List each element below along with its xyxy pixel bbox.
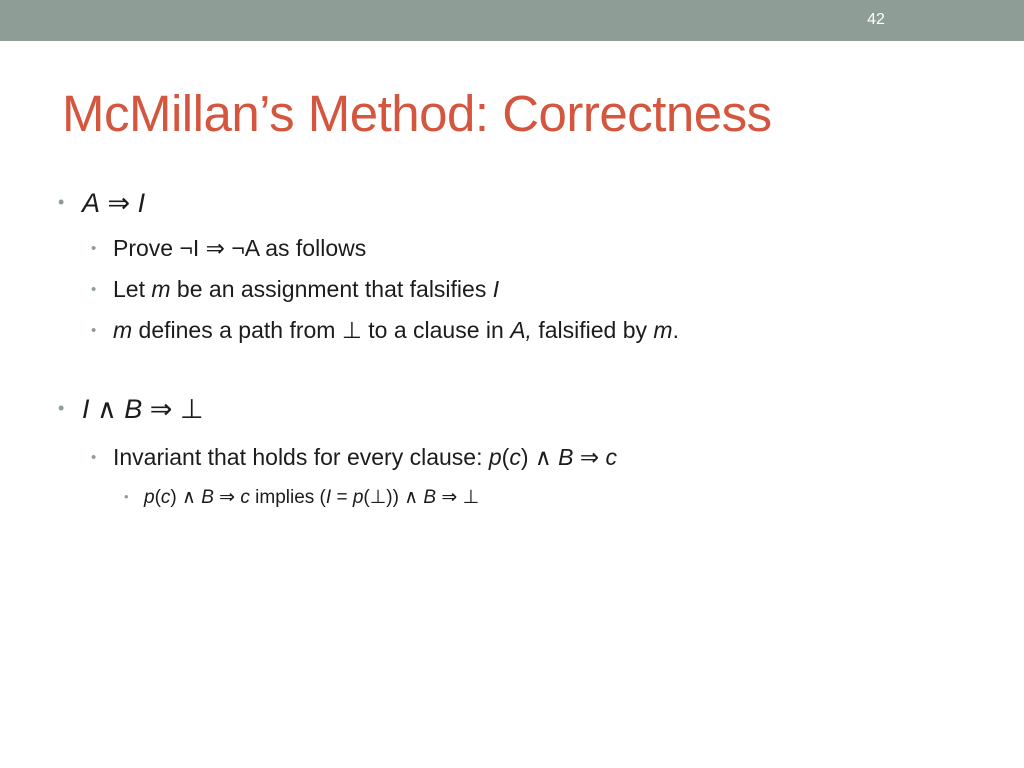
math-variable: I [492, 276, 500, 302]
text-segment: ⇒ [573, 444, 606, 470]
math-variable: B [124, 394, 143, 424]
math-variable: m [653, 317, 673, 343]
bullet-text [113, 317, 679, 343]
text-segment: Invariant that holds for every clause: [113, 444, 489, 470]
text-segment: ( [501, 444, 510, 470]
math-variable: m [151, 276, 171, 302]
bullet-implication [124, 486, 479, 509]
bullet-a-implies-i [58, 188, 145, 219]
slide-number: 42 [867, 11, 885, 28]
math-variable: m [113, 317, 133, 343]
text-segment: ⇒ ⊥ [142, 394, 204, 424]
text-segment: be an assignment that falsifies [170, 276, 493, 302]
math-variable: c [240, 487, 250, 508]
math-variable: c [160, 487, 171, 508]
math-variable: B [201, 487, 214, 508]
bullet-dot-icon: • [91, 281, 97, 298]
slide-title: McMillan’s Method: Correctness [62, 85, 772, 142]
bullet-prove-not-i [91, 235, 366, 262]
bullet-dot-icon: • [91, 240, 97, 257]
math-variable: I [325, 487, 332, 508]
math-variable: p [488, 444, 502, 470]
text-segment: . [672, 317, 679, 343]
text-segment: = [331, 487, 353, 508]
text-segment: defines a path from ⊥ to a clause in [132, 317, 511, 343]
bullet-m-defines-path [91, 317, 679, 344]
bullet-dot-icon: • [91, 322, 97, 339]
bullet-dot-icon: • [58, 192, 65, 212]
text-segment: ⇒ [100, 188, 138, 218]
text-segment: ⇒ [213, 487, 241, 508]
text-segment: ∧ [89, 394, 125, 424]
bullet-dot-icon: • [58, 398, 65, 418]
math-variable: c [509, 444, 521, 470]
bullet-dot-icon: • [124, 489, 129, 504]
bullet-text [82, 188, 145, 218]
text-segment: ) ∧ [170, 487, 202, 508]
math-variable: A, [510, 317, 532, 343]
math-variable: p [144, 487, 155, 508]
header-bar [0, 0, 1024, 41]
math-variable: A [82, 188, 101, 218]
bullet-text [113, 444, 617, 470]
bullet-text [144, 487, 479, 508]
bullet-let-m [91, 276, 499, 303]
text-segment: Let [113, 276, 152, 302]
text-segment: falsified by [531, 317, 654, 343]
bullet-text [113, 276, 499, 302]
text-segment: ⇒ ⊥ [436, 487, 480, 508]
text-segment: implies ( [249, 487, 326, 508]
bullet-text [82, 394, 203, 424]
math-variable: c [605, 444, 618, 470]
bullet-invariant [91, 444, 617, 471]
bullet-i-and-b [58, 394, 203, 425]
text-segment: (⊥)) ∧ [363, 487, 424, 508]
math-variable: B [558, 444, 574, 470]
math-variable: B [423, 487, 437, 508]
math-variable: I [82, 394, 90, 424]
bullet-text [113, 235, 366, 261]
text-segment: ( [154, 487, 161, 508]
bullet-dot-icon: • [91, 449, 97, 466]
math-variable: I [137, 188, 146, 218]
text-segment: ) ∧ [520, 444, 559, 470]
text-segment: Prove ¬I ⇒ ¬A as follows [113, 235, 367, 261]
math-variable: p [352, 487, 364, 508]
